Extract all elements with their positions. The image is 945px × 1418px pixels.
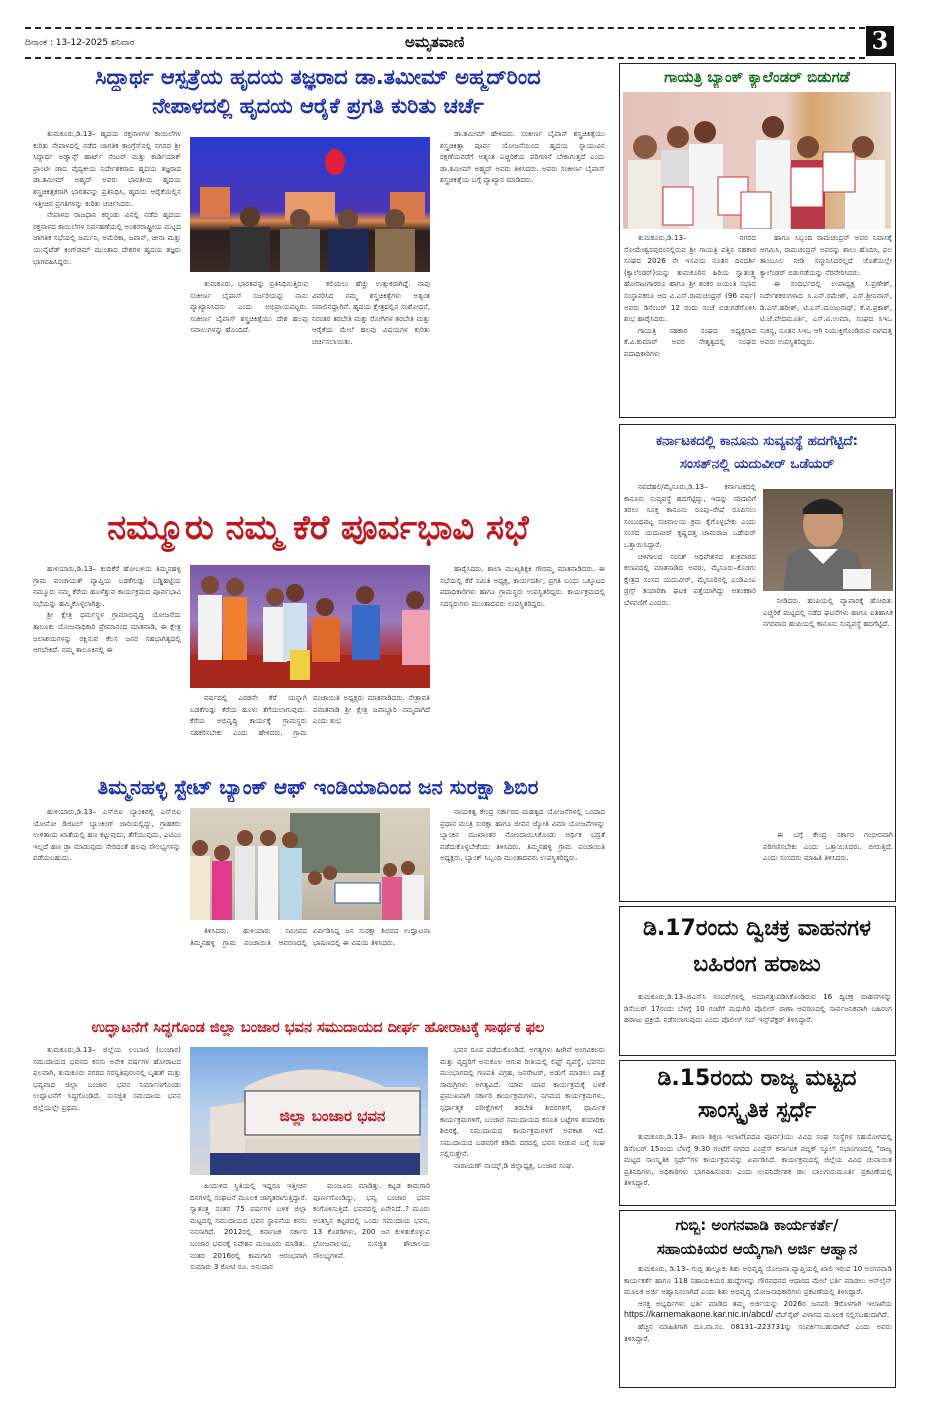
cultural-headline-line2: ಸಾಂಸ್ಕೃತಿಕ ಸ್ಪರ್ಧೆ [697,1098,817,1123]
group-with-calendars [623,92,891,229]
lake-col3 [440,563,605,768]
heart-para2: ನೇಪಾಳದ ರಾಜಧಾನಿ ಕಠ್ಮಂಡು ವಿನಲ್ಲಿ ನಡೆದ ಹೃದಯ ರಕ್ತನಾಳದ ಕಾಯಿಲೆಗಳ ನಿರ್ವಹಣೆಯಲ್ಲಿ ಅಂತರರಾಷ್ಟ್ರೀಯ ಮಟ್ಟದ ಜಾಗತಿಕ ಸಭೆಯಲ್ಲಿ ಜರ್ಮನಿ, ಅಮೆರಿಕಾ, ಜಪಾನ್, ಚೀನಾ ಮತ್ತು ಯುನೈಟೆಡ್ ಕಿಂಗ್‌ಡಮ್ ಮುಂತಾದ ದೇಶಗಳ ಹೃದಯ ತಜ್ಞರು ಭಾಗವಹಿಸಿದ್ದರು. [33,210,181,266]
gayatri-col1b-text: ಗಾಯತ್ರಿ ಸಹಕಾರ ಸಂಘದ ಅಧ್ಯಕ್ಷರಾದ ಕೆ.ವಿ.ಕುಮಾರ್ ಅವರ ನೇತೃತ್ವದಲ್ಲಿ ಸಂಘದ ಪದಾಧಿಕಾರಿಗಳು [624,325,756,358]
auction-headline-line1: ಡಿ.17ರಂದು ದ್ವಿಚಕ್ರ ವಾಹನಗಳ [643,916,871,941]
karnataka-lead: ನವದೆಹಲಿ/ಮೈಸೂರು,ಡಿ.13– ಕರ್ನಾಟಕದಲ್ಲಿ ಕಾನೂನು ಸುವ್ಯವಸ್ಥೆ ಹದಗೆಟ್ಟಿದ್ದು, ಇದನ್ನು ಸರಿದಾರಿಗೆ ತರಲು ಸೂಕ್ತ ಕಾನೂನು ರೂಪು–ರೇಷೆ ರೂಪಿಸಲು ಸಂಬಂಧಪಟ್ಟ ಸಚಿವಾಲಯ ಕ್ರಮ ಕೈಗೊಳ್ಳಬೇಕು ಎಂದು ಸಂಸದ ಯದುವೀರ್ ಕೃಷ್ಣದತ್ತ ಚಾಮರಾಜ ಒಡೆಯರ್ ಒತ್ತಾಯಿಸಿದ್ದಾರೆ. [624,482,756,549]
sbi-col2-text: ತಿಳಿಸಿದರು. ಹುಳಿಯಾರು ಸಮೀಪದ ತಿಮ್ಮನಹಳ್ಳಿ ಗ್ರಾಮ ಪಂಚಾಯಿತಿ ಆವರಣದಲ್ಲಿ ಏರ್ಪಡಿಸಿದ್ದ ಜನ ಸುರಕ್ಷಾ ಶಿಬಿರದ ಉದ್ಘಾಟನಾ ಭಾಷಣದಲ್ಲಿ ಈ ವಿಷಯ ತಿಳಿಸಿದರು. [190,926,430,947]
anganwadi-para2-start: ಆಸಕ್ತ ಅಭ್ಯರ್ಥಿಗಳು ಭರ್ತಿ ಮಾಡಿದ ತಮ್ಮ ಅರ್ಜಿಯನ್ನು 2026ರ ಜನವರಿ 9ರೊಳಗಾಗಿ ಇಲಾಖೆಯ [638,1298,892,1308]
banjara-col3-text: ಮಂಜೂರು ಮಾಡಿತ್ತು. ಕಟ್ಟಡ ಕಾಮಗಾರಿ ಪೂರ್ಣಗೊಂಡಿದ್ದು, ಭವ್ಯ ಬಂಜಾರ ಭವನ ಕಂಗೊಳಿಸುತ್ತಿದೆ. ಭವನದಲ್ಲಿ ಏನೇನಿದೆ..? ಮೂರು ಅಂತಸ್ತಿನ ಕಟ್ಟಡದಲ್ಲಿ ಒಂದು ಸಮುದಾಯ ಭವನ, 13 ಕೊಠಡಿಗಳು, 200 ಜನ ಕುಳಿತುಕೊಳ್ಳುವ ಭೋಜನಾಲಯ, ಸುಸಜ್ಜಿತ ಶೌಚಾಲಯ ಸೌಲಭ್ಯಗಳಿವೆ. [313,1181,430,1260]
sbi-headline: ತಿಮ್ಮನಹಳ್ಳಿ ಸ್ಟೇಟ್ ಬ್ಯಾಂಕ್ ಆಫ್ ಇಂಡಿಯಾದಿಂದ ಜನ ಸುರಕ್ಷಾ ಶಿಬಿರ [97,775,539,799]
anganwadi-article-box [619,1210,896,1388]
heart-article-col3 [312,278,430,500]
page-number: 3 [866,26,894,56]
lake-col2-text: ವರ್ಷದಲ್ಲಿ ಎರಡನೇ ಕೆರೆ ಯನ್ನಾಗಿ ಬಡಕೆಗುಡ್ಲು ಕೆರೆಯ ಹೂಳು ತೆಗೆಯಲಾಗುವುದು. ಕೆರೆಯ ಅಭಿವೃದ್ಧಿ ಕಾರ್ಯಕ್ಕೆ ಗ್ರಾಮಸ್ಥರು ಸಹಕರಿಸಬೇಕು ಎಂದು ಹೇಳಿದರು. ಗ್ರಾಮ ಪಂಚಾಯಿತಿ ಅಧ್ಯಕ್ಷರು ಮಾತನಾಡಿದರು. ನೇತ್ರಾವತಿ ಪವಾತನಾಡಿ ಶ್ರೀ ಕ್ಷೇತ್ರ ಜವಾಬ್ದಾರಿ ನಮ್ಮದಾಗಿದೆ ಎಂದು ಶುಭ [190,693,430,737]
heart-col3-text: ಕಲಿಯಲು ಹೆಚ್ಚು ಉತ್ಸುಕರಾಗಿದ್ದೆ. ನಾವು ವಿವರಿಸಿದ ನಮ್ಮ ಶಸ್ತ್ರಚಿಕಿತ್ಸೆಗಳು ಅತ್ಯಂತ ಸವಾಲಿನದ್ದಾಗಿವೆ. ಹೃದಯ ಕ್ಷೇತ್ರದಲ್ಲಿನ ಸಂಶೋಧನೆ, ನಿರಂತರ ತರಬೇತಿ ಮತ್ತು ರೋಗಿಗಳ ತರಬೇತಿ ಮತ್ತು ಆರೈಕೆಯ ಮೇಲೆ ಹಲವು ವಿಷಯಗಳ ಕುರಿತು ಚರ್ಚಿಸಲಾಯಿತು. [312,279,430,346]
banjara-col4 [440,1044,605,1344]
banjara-col4-text: ಭವನ ರೂಪ ಪಡೆದುಕೊಂಡಿದೆ. ಅಗತ್ಯಗಳು ಹೀಗಿವೆ ಅಂಗವಿಕಲರು ಮತ್ತು ವೃದ್ಧರಿಗೆ ಅನುಕೂಲ ಆಗುವ ರೀತಿಯಲ್ಲಿ ಲಿಫ್ಟ್ ವ್ಯವಸ್ಥೆ, ಭವನದ ಮುಂಭಾಗದಲ್ಲಿ ಗಣಪತಿ ವಿಗ್ರಹ, ಜನರೇಟರ್, ಅಡುಗೆ ಮಾಡಲು ಪಾತ್ರೆ ಸಾಮಗ್ರಿಗಳು ಅಗತ್ಯವಿದೆ. ಯಾವ ಯಾವ ಕಾರ್ಯಕ್ರಮಕ್ಕೆ ಬಳಕೆ ಪ್ರಮುಖವಾಗಿ ಸರ್ಕಾರಿ ಕಾರ್ಯಕ್ರಮಗಳು, ನಿಗಮದ ಕಾರ್ಯಕ್ರಮಗಳು, ಸ್ಪರ್ಧಾತ್ಮಕ ಪರೀಕ್ಷೆಗಳಿಗೆ ತರಬೇತಿ ಶಿಬಿರಗಳಿಗೆ, ಧಾರ್ಮಿಕ ಕಾರ್ಯಕ್ರಮಗಳಿಗೆ, ಬಂಜಾರ ಸಮುದಾಯದ ಕಸೂತಿ ಬಟ್ಟೆಗಳ ತಯಾರಿಕಾ ಶಿಬಿರಕ್ಕೆ, ಸಮುದಾಯದ ಕಾರ್ಯಕ್ರಮಗಳಿಗೆ ಅವಕಾಶ ಇದೆ. ಸಮುದಾಯದ ಬಡವರಿಗೆ ಕಡಿಮೆ ದರದಲ್ಲಿ ಭವನ ನೀಡುವ ಬಗ್ಗೆ ಸಂಘ ಸಲ್ಲಿಸುತ್ತೇನೆ. [440,1045,605,1159]
bhavan-sign-text: ಜಿಲ್ಲಾ ಬಂಜಾರ ಭವನ [279,1107,386,1125]
anganwadi-headline-line2: ಸಹಾಯಕಿಯರ ಆಯ್ಕೆಗಾಗಿ ಅರ್ಜಿ ಆಹ್ವಾನ [656,1240,858,1258]
heart-lead: ತುಮಕೂರು,ಡಿ.13– ಹೃದಯ ರಕ್ತನಾಳಗಳ ಕಾಯಿಲೆಗಳ ಕುರಿತು ನೇಪಾಳದಲ್ಲಿ ನಡೆದ ಜಾಗತಿಕ ಕಾಂಗ್ರೆಸ್‌ನಲ್ಲಿ ನಗರದ ಶ್ರೀ ಸಿದ್ಧಾರ್ಥ ಅಡ್ವಾನ್ಸ್ ಹಾರ್ಟ್ ಸೆಂಟರ್ ಮತ್ತು ಕಾರ್ಡಿಯಾಕ್ ಫ್ರಾಂಟೀ ಡಾದ ವೈದ್ಯಕೀಯ ನಿರ್ದೇಶಕರಾದ ಹೃದಯ ತಜ್ಞರಾದ ಡಾ.ತಮೀಮ್ ಅಹ್ಮದ್ ಅವರು ಭಾರತೀಯ ಹೃದಯ ಶಸ್ತ್ರಚಿಕಿತ್ಸಕರಾಗಿ ಭಾರತವನ್ನು ಪ್ರತಿನಿಧಿಸಿ, ಹೃದಯ ಆರೈಕೆಯಲ್ಲಿನ ಇತ್ತೀಚಿನ ಪ್ರಗತಿಗಳನ್ನು ಕುರಿತು ಚರ್ಚಿಸಿದರು. [33,129,181,208]
gayatri-article-box [619,63,896,418]
heart-col2-text: ತುಮಕೂರು, ಭಾರತವನ್ನು ಪ್ರತಿನಿಧಿಸುತ್ತಿರುವ ಸಂಕೀರ್ಣ ಬೈಪಾಸ್ ಸರ್ಜರಿಯನ್ನು ನಾನು ವ್ಯಾಖ್ಯಾನಿಸಿದರು ಎಂದು ಅಭಿಪ್ರಾಯಪಟ್ಟರು. ಸಂಕೀರ್ಣ ಬೈಪಾಸ್ ಶಸ್ತ್ರಚಿಕಿತ್ಸೆಯು ದೇಶ ಹಲವು ಸವಾಲುಗಳನ್ನು ಹೊಂದಿದೆ. [190,279,308,335]
karnataka-article-box [619,424,896,902]
banjara-col2-text: ಹಿಂದುಳಿದ ಸ್ಥಿತಿಯಲ್ಲಿ ಇದ್ದರೂ ಇತ್ತೀಚಿನ ದಿನಗಳಲ್ಲಿ ಸಂಘಟನೆ ಮೂಲಕ ಜಾಗೃತರಾಗುತ್ತಿದ್ದಾರೆ. ಸ್ವಾತಂತ್ರ್ಯ ನಂತರ 75 ವರ್ಷಗಳ ಬಳಿಕ ಜಿಲ್ಲಾ ಮಟ್ಟದಲ್ಲಿ ಸಮುದಾಯದ ಭವನ ಸ್ಥಾಪನೆಯ ಕನಸು ನನಸಾಗಿದೆ. 2012ರಲ್ಲಿ ಕರ್ನಾಟಕ ಸರ್ಕಾರ ಬಂಜಾರ ಭವನಕ್ಕೆ ನಿವೇಶನ ಮಂಜೂರು ಮಾಡಿತು. ನಂತರ 2016ರಲ್ಲಿ ಕಾಮಗಾರಿ ಆರಂಭವಾಗಿ ಸುಮಾರು 3 ಕೋಟಿ ರೂ. ಅನುದಾನ [190,1181,307,1272]
auction-body [624,991,892,1053]
anganwadi-body [624,1263,892,1385]
cultural-body [624,1131,892,1203]
auction-text: ತುಮಕೂರು,ಡಿ.13–ಜಿಎಸ್‌ಸಿ ನಂಬರ್‌ಗಳಲ್ಲಿ ಅಮಾನತ್ತುಪಡಿಸಿಕೊಂಡಿರುವ 16 ದ್ವಿಚಕ್ರ ವಾಹನಗಳನ್ನು ಡಿಸೆಂಬರ್ 17ರಂದು ಬೆಳಗ್ಗೆ 10 ಗಂಟೆಗೆ ಮಧುಗಿರಿ ಪೊಲೀಸ್ ಠಾಣಾ ಆವರಣದಲ್ಲಿ ಸಾರ್ವಜನಿಕವಾಗಿ ಬಹಿರಂಗ ಹರಾಜು ಪ್ರಕ್ರಿಯೆ ನಡೆಸಲಾಗುವುದು ಎಂದು ಪೊಲೀಸ್ ಸಬ್ ಇನ್ಸ್‌ಪೆಕ್ಟರ್ ತಿಳಿಸಿದ್ದಾರೆ. [624,992,892,1025]
cultural-text: ತುಮಕೂರು,ಡಿ.13– ಶಾಲಾ ಶಿಕ್ಷಣ ಇಲಾಖೆ(ಪದವಿ ಪೂರ್ವ)ಯು ವಿವಿಧ ಸಂಘ ಸಂಸ್ಥೆಗಳ ಸಹಯೋಗದಲ್ಲಿ ಡಿಸೆಂಬರ್ 15ರಂದು ಬೆಳಗ್ಗೆ 9.30 ಗಂಟೆಗೆ ನಗರದ ಎಂಪ್ರೆಸ್ ಕರ್ನಾಟಕ ಪಬ್ಲಿಕ್ ಸ್ಕೂಲ್ ಸಭಾಂಗಣದಲ್ಲಿ "ರಾಜ್ಯ ಮಟ್ಟದ ಸಾಂಸ್ಕೃತಿಕ ಸ್ಪರ್ಧೆ"ಗಳ ಕಾರ್ಯಕ್ರಮವನ್ನು ಏರ್ಪಡಿಸಿದೆ. ಕಾರ್ಯಕ್ರಮದಲ್ಲಿ ಜಿಲ್ಲೆಯ ವಿವಿಧ ಚುನಾಯಿತ ಪ್ರತಿನಿಧಿಗಳು, ಅಧಿಕಾರಿಗಳು ಭಾಗವಹಿಸುವರು ಎಂದು ಉಪನಿರ್ದೇಶಕ ಡಾ: ಬಾಲಗುರುಮೂರ್ತಿ ಪ್ರಕಟಣೆಯಲ್ಲಿ ತಿಳಿಸಿದ್ದಾರೆ. [624,1132,892,1188]
karnataka-col2 [763,595,893,825]
gayatri-col2b-text: ಈ ಸಂದರ್ಭದಲ್ಲಿ ಉಪಾಧ್ಯಕ್ಷ ಸಿ.ಪ್ರಣೇಶ್, ನಿರ್ದೇಶಕರುಗಳಾದ ಸಿ.ಎನ್.ರಮೇಶ್, ಎಸ್.ಶ್ರೀನಿವಾಸ್, ಡಿ.ಎಸ್.ಹರೀಶ್, ಟಿ.ಎಸ್.ಮಂಜುನಾಥ್, ಕೆ.ವಿ.ಪ್ರಕಾಶ್, ಟಿ.ಜೆ.ವೇದಮೂರ್ತಿ, ಎಸ್.ವಿ.ಉಮಾ, ಸಂಘದ ಸಿಇಒ ಸುಕನ್ಯ, ನೂತನ ಸಿಇಒ ಆಗಿ ನಿಯುಕ್ತಿಗೊಂಡಿರುವ ನಾಗದತ್ತ ಅವರು ಉಪಸ್ಥಿತರಿದ್ದರು. [760,279,892,347]
heart-article-col4 [440,128,605,500]
masthead-bottom-rule [25,57,865,59]
banjara-bhavan-photo [190,1047,428,1175]
sbi-lead: ಹುಳಿಯಾರು,ಡಿ.13– ಎಸ್‌ಬಿಐ ಬ್ಯಾಂಕಿನಲ್ಲಿ ಎಸ್‌ಬಿಐ ಯೋನೋ ಡಿಜಿಟಲ್ ಬ್ಯಾಂಕಿಂಗ್ ಜಾರಿಯಲ್ಲಿದ್ದು, ಗ್ರಾಹಕರು ಉಳಿತಾಯ ಖಾತೆಯಲ್ಲಿ ಹಣ ಕಟ್ಟುವುದು, ತೆಗೆಯುವುದು, ಎಟಿಎಂ ಇಲ್ಲದೆ ಹಣ ಡ್ರಾ ಮಾಡುವುದು ಸೇರಿದಂತೆ ಹಲವು ಸೌಲಭ್ಯಗಳನ್ನು ಪಡೆಯಬಹುದು. [33,807,181,863]
bank-staff-group [190,808,430,920]
karnataka-col1 [624,481,756,896]
sbi-col2 [190,925,430,1010]
heart-headline-line1: ಸಿದ್ಧಾರ್ಥ ಆಸ್ಪತ್ರೆಯ ಹೃದಯ ತಜ್ಞರಾದ ಡಾ.ತಮೀಮ್ ಅಹ್ಮದ್‌ರಿಂದ [95,65,541,89]
sbi-camp-photo [190,808,430,920]
heart-article-col1 [33,128,181,500]
anganwadi-para3: ಹೆಚ್ಚಿನ ಮಾಹಿತಿಗಾಗಿ ದೂ.ವಾ.ಸಂ. 08131–223731ನ್ನು ಸಂಪರ್ಕಿಸಬಹುದಾಗಿದೆ ಎಂದು ಅವರು ತಿಳಿಸಿದ್ದಾರೆ. [624,1321,892,1343]
gayatri-col2-text: ಹಾಗೂ ಸಿಬ್ಬಂದಿ ರಾಮಚಂದ್ರನ್ ಅವರ ನಿವಾಸಕ್ಕೆ ಆಗಮಿಸಿ, ರಾಮಚಂದ್ರನ್ ಅವರನ್ನು ಶಾಲು ಹೊದಿಸಿ, ಫಲ ತಾಂಬೂಲ ನೀಡಿ ಸನ್ಮಾನಿಸಿದರಲ್ಲದೆ ಜೊತೆಯಲ್ಲೇ ಕ್ಯಾಲೆಂಡರ್ ಬಿಡುಗಡೆಯನ್ನು ನೆರವೇರಿಸಿದರು. [760,233,892,277]
gayatri-col2 [760,232,892,414]
heart-article-col2 [190,278,308,500]
auction-headline-line2: ಬಹಿರಂಗ ಹರಾಜು [693,952,821,977]
lake-headline: ನಮ್ಮೂರು ನಮ್ಮ ಕೆರೆ ಪೂರ್ವಭಾವಿ ಸಭೆ [107,508,529,548]
sbi-col1 [33,806,181,1011]
masthead [25,33,865,53]
lake-col3-text: ಹಾರೈಸಿದರು. ಶಾಲಾ ಮುಖ್ಯಶಿಕ್ಷಕಿ ಗೌರಮ್ಮ ಮಾತನಾಡಿದರು. ಈ ಸಭೆಯಲ್ಲಿ ಕೆರೆ ಸಮಿತಿ ಅಧ್ಯಕ್ಷ, ಕಾರ್ಯದರ್ಶಿ, ಪ್ರಗತಿ ಬಂಧು ಒಕ್ಕೂಟದ ಪದಾಧಿಕಾರಿಗಳು ಹಾಗೂ ಗ್ರಾಮಸ್ಥರು ಉಪಸ್ಥಿತರಿದ್ದರು. ಕಾರ್ಯಕ್ರಮದಲ್ಲಿ ಸದಸ್ಯರುಗಳು ಮುಂತಾದವರು ಉಪಸ್ಥಿತರಿದ್ದರು. [440,564,605,608]
anganwadi-headline-line1: ಗುಬ್ಬಿ: ಅಂಗನವಾಡಿ ಕಾರ್ಯಕರ್ತೆ/ [675,1216,839,1234]
karnataka-headline-line2: ಸಂಸತ್‌ನಲ್ಲಿ ಯದುವೀರ್ ಒಡೆಯರ್ [679,456,835,472]
anganwadi-para2-end: ವೆಬ್‌ಸೈಟ್ ವಿಳಾಸದ ಮೂಲಕ ಸಲ್ಲಿಸಬಹುದಾಗಿದೆ. [775,1310,890,1320]
issue-date: ದಿನಾಂಕ : 13-12-2025 ಶನಿವಾರ [25,38,135,48]
banjara-signoff: ನಾರಾಯಣ್ ನಾಯ್ಕ್,ಡಿ ಜಿಲ್ಲಾಧ್ಯಕ್ಷ, ಬಂಜಾರ ಸಂಘ. [454,1160,574,1170]
gayatri-col1-text: ತುಮಕೂರು,ಡಿ.13– ನಗರದ ಸೋಮೇಶ್ವರಪುರಂನಲ್ಲಿರುವ ಶ್ರೀ ಗಾಯತ್ರಿ ಪತ್ತಿನ ಸಹಕಾರ ಸಂಘದ 2026 ನೇ ಇಸವಿಯ ನೂತನ ದಿನದರ್ಶಿ (ಕ್ಯಾಲೆಂಡರ್)ಯನ್ನು ತುಮಕೂರಿನ ಹಿರಿಯ ಸ್ವಾತಂತ್ರ್ಯ ಹೋರಾಟಗಾರರೂ ಹಾಗೂ ಶ್ರೀ ಶಂಕರ ಜಯಂತಿ ಸಭಾದ ಸಂಸ್ಥಾಪಕರೂ ಆದ ವಿ.ಎಸ್.ರಾಮಚಂದ್ರನ್ (96 ವರ್ಷ) ಅವರು ಡಿಸೆಂಬರ್ 12 ರಂದು ಸಂಜೆ ಬಿಡುಗಡೆಗೊಳಿಸಿ ಶುಭ ಹಾರೈಸಿದರು. [624,233,756,324]
sbi-col3-text: ನಾಯಕತ್ವ ಕೇಂದ್ರ ಸರ್ಕಾರದ ಮಹತ್ವದ ಯೋಜನೆಗಳಲ್ಲಿ ಒಂದಾದ ಪ್ರಧಾನ ಮಂತ್ರಿ ಸುರಕ್ಷಾ ಹಾಗೂ ಜೀವನ ಜ್ಯೋತಿ ವಿಮಾ ಯೋಜನೆಗಳನ್ನು ಬ್ಯಾಂಕಿನ ಮುಖಾಂತರ ನೋಂದಾಯಿಸಿಕೊಂಡು ಆರ್ಥಿಕ ಭದ್ರತೆ ಪಡೆದುಕೊಳ್ಳಬೇಕೆಂದು ತಿಳಿಸಿದರು. ತಿಮ್ಮನಹಳ್ಳಿ ಗ್ರಾಮ ಪಂಚಾಯಿತಿ ಅಧ್ಯಕ್ಷರು, ಬ್ಯಾಂಕ್ ಸಿಬ್ಬಂದಿ ಮುಂತಾದವರು ಉಪಸ್ಥಿತರಿದ್ದರು. [440,807,605,863]
banjara-lead: ತುಮಕೂರು,ಡಿ.13– ಜಿಲ್ಲೆಯ ಲಂಬಾಣಿ (ಬಂಜಾರ) ಸಮುದಾಯದ ಭವನದ ಕನಸು ಅನೇಕ ವರ್ಷಗಳ ಹೋರಾಟದ ಫಲವಾಗಿ, ತುಮಕೂರು ನಗರದ ಸರಸ್ವತಿಪುರಂನಲ್ಲಿ ಬೃಹತ್ ಮತ್ತು ಭವ್ಯವಾದ ಜಿಲ್ಲಾ ಬಂಜಾರ ಭವನ ನಿರ್ಮಾಣಗೊಂಡು ಉದ್ಘಾಟನೆಗೆ ಸಿದ್ಧಗೊಂಡಿದೆ. ಸುಸಜ್ಜಿತ ಸಮುದಾಯ ಭವನ ಜಿಲ್ಲೆಯಲ್ಲೇ ಪ್ರಥಮ. [33,1045,181,1112]
application-website-link[interactable]: https://karnemakaone.kar.nic.in/abcd/ [624,1309,774,1320]
banjara-col1 [33,1044,181,1416]
lamp-lighting-group [190,565,430,688]
conference-stage-illustration [190,137,430,272]
karnataka-col2-end [763,829,893,897]
banjara-headline: ಉದ್ಘಾಟನೆಗೆ ಸಿದ್ಧಗೊಂಡ ಜಿಲ್ಲಾ ಬಂಜಾರ ಭವನ ಸಮುದಾಯದ ದೀರ್ಘ ಹೋರಾಟಕ್ಕೆ ಸಾರ್ಥಕ ಫಲ [91,1020,545,1036]
calendar-release-photo [623,92,891,229]
heart-conference-photo [190,137,430,272]
karnataka-para2: ಚಳಿಗಾಲದ ಸಂಸತ್ ಅಧಿವೇಶನದ ಶುಕ್ರವಾರದ ಕಲಾಪದಲ್ಲಿ ಮಾತನಾಡಿದ ಅವರು, ಮೈಸೂರು–ಕೊಡಗು ಕ್ಷೇತ್ರದ ಸಂಸದ ಯದುವೀರ್, ಮೈಸೂರಿನಲ್ಲಿ ಎಂಡಿಎಂಎ ಡ್ರಗ್ಸ್ ತಯಾರಿಕಾ ಘಟಕ ಪತ್ತೆಯಾಗಿದ್ದು ಆತಂಕಕಾರಿ ಬೆಳವಣಿಗೆ ಎಂದರು. [624,551,756,607]
sbi-col3 [440,806,605,1011]
cultural-article-box [619,1060,896,1206]
anganwadi-para1: ತುಮಕೂರು, ಡಿ.13– ಗುಬ್ಬಿ ತಾಲ್ಲೂಕು ಶಿಶು ಅಭಿವೃದ್ಧಿ ಯೋಜನಾ ವ್ಯಾಪ್ತಿಯಲ್ಲಿ ಖಾಲಿ ಇರುವ 10 ಅಂಗನವಾಡಿ ಕಾರ್ಯಕರ್ತೆ ಹಾಗೂ 118 ಸಹಾಯಕಿಯರ ಹುದ್ದೆಗಳನ್ನು ಗೌರವಧನದ ಆಧಾರದ ಮೇಲೆ ಭರ್ತಿ ಮಾಡಲು ಆನ್‌ಲೈನ್ ಮೂಲಕ ಅರ್ಜಿ ಆಹ್ವಾನಿಸಲಾಗಿದೆ ಎಂದು ಶಿಶು ಅಭಿವೃದ್ಧಿ ಯೋಜನಾಧಿಕಾರಿಗಳು ಪ್ರಕಟಣೆಯಲ್ಲಿ ತಿಳಿಸಿದ್ದಾರೆ. [624,1264,892,1297]
heart-headline-line2: ನೇಪಾಳದಲ್ಲಿ ಹೃದಯ ಆರೈಕೆ ಪ್ರಗತಿ ಕುರಿತು ಚರ್ಚೆ [152,94,484,118]
masthead-top-rule [25,27,865,29]
cultural-headline-line1: ಡಿ.15ರಂದು ರಾಜ್ಯ ಮಟ್ಟದ [657,1066,857,1091]
speaker-portrait [763,489,893,591]
lake-meeting-photo [190,565,430,688]
auction-article-box [619,906,896,1056]
gayatri-col1 [624,232,756,414]
heart-col4-text: ಡಾ.ತಮೀಮ್ ಹೇಳಿದರು. ಸಂಕೀರ್ಣ ಬೈಪಾಸ್ ಶಸ್ತ್ರಚಿಕಿತ್ಸೆಯು ಶಸ್ತ್ರಚಿಕಿತ್ಸಾ ಪೂರ್ವ ಯೋಜನೆಯಿಂದ ಹೃದಯ ಸ್ನಾಯುವಿನ ರಕ್ಷಣೆಯವರೆಗೆ ಅತ್ಯಂತ ಎಚ್ಚರಿಕೆಯ ಪರಿಗಣನೆ ಬೇಕಾಗುತ್ತದೆ ಎಂದು ಡಾ.ತಮೀಮ್ ಅಹ್ಮದ್ ಅವರು ತಿಳಿಸಿದರು. ಅವರು ಸಂಕೀರ್ಣ ಬೈಪಾಸ್ ಶಸ್ತ್ರಚಿಕಿತ್ಸೆಯ ಬಗ್ಗೆ ವ್ಯಾಖ್ಯಾನ ಮಾಡಿದರು. [440,129,605,185]
karnataka-side-text: ನೀಡಿದರು. ಹಂಪಿಯಲ್ಲಿ ವ್ಯಾಪಾರಕ್ಕೆ ಹೋದಿತ: ಎಚ್ಚರಿಕೆ ಮಟ್ಟದಲ್ಲಿ ನಡೆದ ಘಟನೆಗಳು ಹಾಗೂ ಐತಿಹಾಸಿಕ ನಗರವಾದ ಹಂಪಿಯಲ್ಲಿ ಕಾನೂನು ಸುವ್ಯವಸ್ಥೆ ಹದಗೆಟ್ಟಿದೆ. [763,596,893,629]
lake-col2 [190,692,430,768]
gayatri-headline: ಗಾಯತ್ರಿ ಬ್ಯಾಂಕ್ ಕ್ಯಾಲೆಂಡರ್ ಬಿಡುಗಡೆ [664,68,850,86]
banjara-col2 [190,1180,430,1416]
lake-para2: ಶ್ರೀ ಕ್ಷೇತ್ರ ಧರ್ಮಸ್ಥಳ ಗ್ರಾಮಾಭಿವೃದ್ಧಿ ಯೋಜನೆಯ ತಾಲೂಕು ಯೋಜನಾಧಿಕಾರಿ ಪ್ರೇಮಾನಂದ ಮಾತನಾಡಿ, ಈ ಕ್ಷೇತ್ರ ಜಲಾಶಯಗಳನ್ನು ರಕ್ಷಿಸುವ ಕೆಲಸ ಜನರ ಸಹಭಾಗಿತ್ವದಲ್ಲಿ ಆಗಬೇಕಿದೆ. ನಮ್ಮ ತಾಲೂಕಿನಲ್ಲಿ ಈ [33,610,181,655]
karnataka-closing-text: ಈ ಬಗ್ಗೆ ಕೇಂದ್ರ ಸರ್ಕಾರ ಗಂಭೀರವಾಗಿ ಪರಿಗಣಿಸಬೇಕು ಎಂದು ಒತ್ತಾಯಿಸಿದರು. ಬೀರುತ್ತಿದೆ. ಎಂದು ಸಂಸದರು ಮಾಹಿತಿ ತಿಳಿಸಿದರು. [763,830,893,863]
lake-lead: ಹುಳಿಯಾರು,ಡಿ.13– ಕಂದಿಕೆರೆ ಹೋಬಳಿಯ ತಿಮ್ಮನಹಳ್ಳಿ ಗ್ರಾಮ ಪಂಚಾಯತ್ ವ್ಯಾಪ್ತಿಯ ಬಡಕೆಗುಡ್ಲು ಬಡ್ಡಿಹಟ್ಟಿಯ ನಮ್ಮೂರು ನಮ್ಮ ಕೆರೆಯ ಹೂಳೆತ್ತುವ ಕಾರ್ಯಕ್ರಮದ ಪೂರ್ವಭಾವಿ ಸಭೆಯನ್ನು ಹಮ್ಮಿಕೊಳ್ಳಲಾಗಿತ್ತು. [33,564,181,608]
lake-col1 [33,563,181,768]
paper-name: ಅಮೃತವಾಣಿ [405,33,465,51]
yaduveer-photo [763,489,893,591]
karnataka-headline-line1: ಕರ್ನಾಟಕದಲ್ಲಿ ಕಾನೂನು ಸುವ್ಯವಸ್ಥೆ ಹದಗೆಟ್ಟಿದೆ: [655,433,859,449]
